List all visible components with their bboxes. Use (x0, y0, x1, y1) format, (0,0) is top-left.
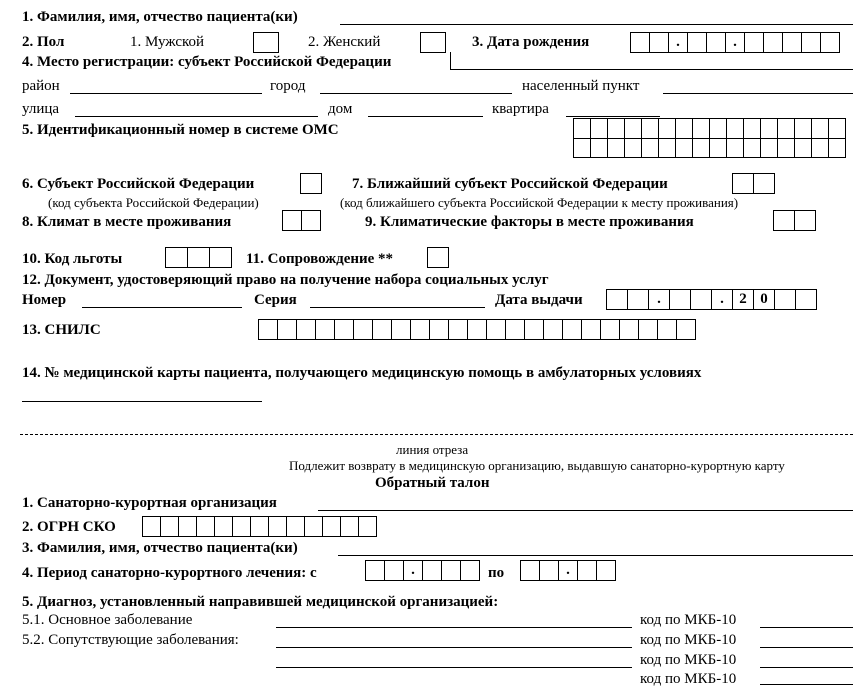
district-label: район (22, 78, 60, 94)
patient-fio-label: 1. Фамилия, имя, отчество пациента(ки) (22, 9, 298, 25)
document-issue-date-cells[interactable] (606, 289, 817, 310)
concomitant-label: 5.2. Сопутствующие заболевания: (22, 632, 239, 648)
coupon-fio-field[interactable] (338, 555, 853, 556)
escort-checkbox[interactable] (427, 247, 449, 268)
mkb-label-3: код по МКБ-10 (640, 652, 737, 668)
sex-male-label: 1. Мужской (130, 34, 205, 50)
mkb-field-1[interactable] (760, 627, 853, 628)
dob-cells[interactable] (630, 32, 840, 53)
med-card-field[interactable] (22, 401, 262, 402)
mkb-label-2: код по МКБ-10 (640, 632, 737, 648)
house-field[interactable] (368, 116, 483, 117)
oms-cells-row2[interactable] (573, 138, 846, 158)
snils-label: 13. СНИЛС (22, 322, 101, 338)
climate-factors-label: 9. Климатические факторы в месте проживания (365, 214, 694, 230)
coupon-period-to-label: по (488, 565, 505, 581)
period-to-cells[interactable] (520, 560, 616, 581)
dob-label: 3. Дата рождения (472, 34, 590, 50)
coupon-org-field[interactable] (318, 510, 853, 511)
coupon-ogrn-label: 2. ОГРН СКО (22, 519, 116, 535)
return-note: Подлежит возврату в медицинскую организацию, выдавшую санаторно-курортную карту (289, 458, 785, 473)
coupon-period-label: 4. Период санаторно-курортного лечения: с (22, 565, 317, 581)
period-to-dot: . (559, 561, 578, 580)
issue-date-dot: . (649, 290, 670, 309)
main-disease-field[interactable] (276, 627, 632, 628)
city-field[interactable] (320, 93, 512, 94)
coupon-org-label: 1. Санаторно-курортная организация (22, 495, 277, 511)
climate-factors-cells[interactable] (773, 210, 816, 231)
issue-date-dot: . (712, 290, 733, 309)
benefit-code-cells[interactable] (165, 247, 232, 268)
period-from-cells[interactable] (365, 560, 480, 581)
period-from-dot: . (404, 561, 423, 580)
registration-title: 4. Место регистрации: субъект Российской Федерации (22, 54, 392, 70)
coupon-title: Обратный талон (375, 475, 490, 491)
document-series-field[interactable] (310, 307, 485, 308)
document-number-field[interactable] (82, 307, 242, 308)
snils-cells[interactable] (258, 319, 696, 340)
settlement-field[interactable] (663, 93, 853, 94)
issue-year-digit-2: 0 (754, 290, 775, 309)
dob-dot: . (726, 33, 745, 52)
mkb-label-4: код по МКБ-10 (640, 671, 737, 687)
main-disease-label: 5.1. Основное заболевание (22, 612, 193, 628)
house-label: дом (328, 101, 353, 117)
escort-label: 11. Сопровождение ** (246, 251, 394, 267)
document-title: 12. Документ, удостоверяющий право на получение набора социальных услуг (22, 272, 549, 288)
city-label: город (270, 78, 306, 94)
mkb-field-2[interactable] (760, 647, 853, 648)
subject-cells[interactable] (300, 173, 322, 194)
issue-year-digit-1: 2 (733, 290, 754, 309)
concomitant-field-2[interactable] (276, 667, 632, 668)
subject-note: (код субъекта Российской Федерации) (48, 195, 259, 210)
cut-line (20, 434, 853, 435)
street-field[interactable] (75, 116, 318, 117)
document-series-label: Серия (254, 292, 297, 308)
sex-label: 2. Пол (22, 34, 65, 50)
coupon-fio-label: 3. Фамилия, имя, отчество пациента(ки) (22, 540, 298, 556)
nearest-subject-label: 7. Ближайший субъект Российской Федерации (352, 176, 668, 192)
subject-label: 6. Субъект Российской Федерации (22, 176, 255, 192)
benefit-code-label: 10. Код льготы (22, 251, 123, 267)
mkb-label-1: код по МКБ-10 (640, 612, 737, 628)
district-field[interactable] (70, 93, 262, 94)
document-issue-date-label: Дата выдачи (495, 292, 583, 308)
registration-subject-field[interactable] (450, 69, 853, 70)
sex-female-checkbox[interactable] (420, 32, 446, 53)
apartment-field[interactable] (566, 116, 660, 117)
oms-label: 5. Идентификационный номер в системе ОМС (22, 122, 339, 138)
sex-male-checkbox[interactable] (253, 32, 279, 53)
mkb-field-3[interactable] (760, 667, 853, 668)
oms-cells-row1[interactable] (573, 118, 846, 139)
climate-cells[interactable] (282, 210, 321, 231)
dob-dot: . (669, 33, 688, 52)
nearest-subject-cells[interactable] (732, 173, 775, 194)
med-card-label: 14. № медицинской карты пациента, получающего медицинскую помощь в амбулаторных условиях (22, 365, 702, 381)
patient-fio-field[interactable] (340, 24, 853, 25)
apartment-label: квартира (492, 101, 549, 117)
nearest-subject-note: (код ближайшего субъекта Российской Федерации к месту проживания) (340, 195, 739, 210)
concomitant-field-1[interactable] (276, 647, 632, 648)
sex-female-label: 2. Женский (308, 34, 381, 50)
street-label: улица (22, 101, 60, 117)
settlement-label: населенный пункт (522, 78, 640, 94)
document-number-label: Номер (22, 292, 67, 308)
cut-line-label: линия отреза (396, 442, 469, 457)
climate-label: 8. Климат в месте проживания (22, 214, 232, 230)
diagnosis-title: 5. Диагноз, установленный направившей медицинской организацией: (22, 594, 499, 610)
coupon-ogrn-cells[interactable] (142, 516, 377, 537)
